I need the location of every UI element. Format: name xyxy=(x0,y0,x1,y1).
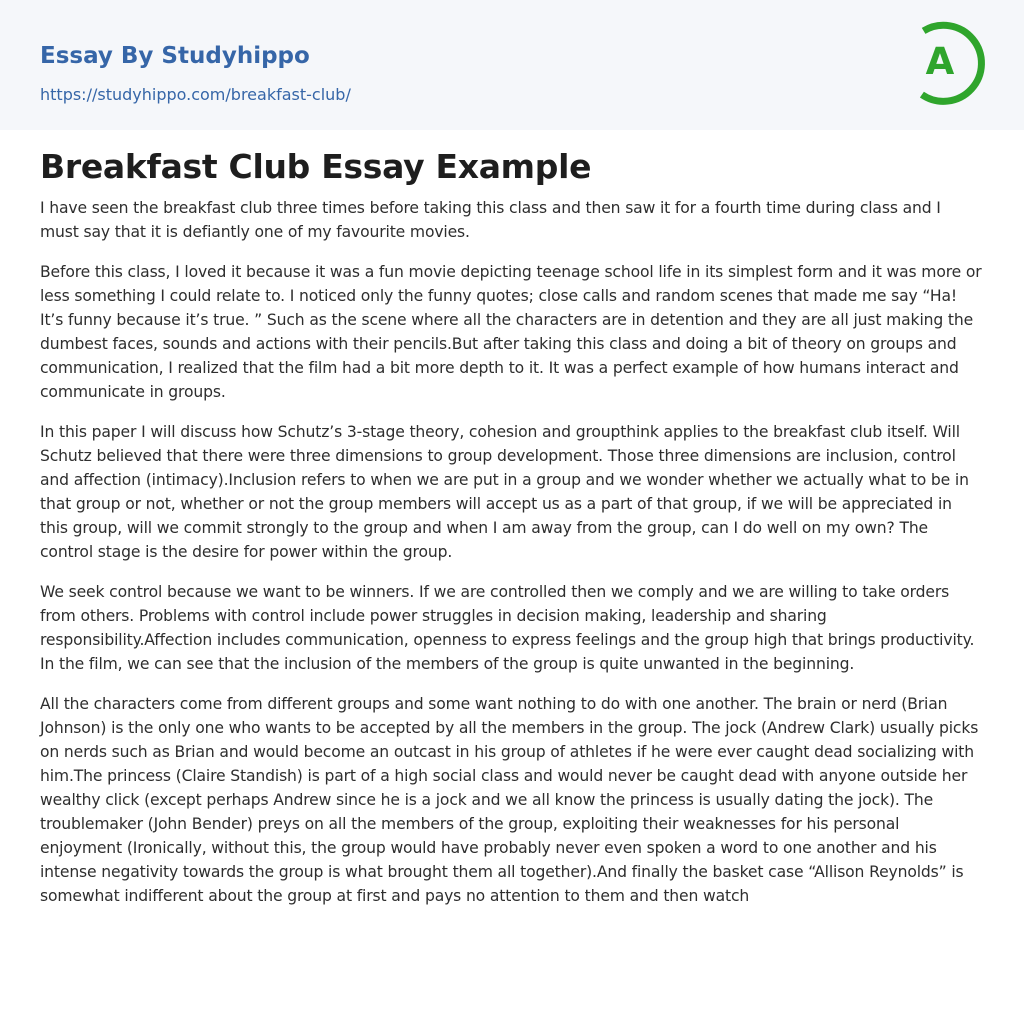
logo-letter: A xyxy=(925,40,955,83)
paragraph: I have seen the breakfast club three times before taking this class and then saw it for a fourth time during class and I must say that it is defiantly one of my favourite movies. xyxy=(40,199,941,241)
paragraph: In this paper I will discuss how Schutz’s 3-stage theory, cohesion and groupthink applies to the breakfast club itself. Will Schutz believed that there were three dimensions to group development. Those three dimensions are inclusion, control and affection (intimacy).Inclusion refers to when we are put in a group and we wonder whether we actually what to be in that group or not, whether or not the group members will accept us as a part of that group, if we will be appreciated in this group, will we commit strongly to the group and when I am away from the group, can I do well on my own? The control stage is the desire for power within the group. xyxy=(40,423,969,561)
paragraph: All the characters come from different groups and some want nothing to do with one another. The brain or nerd (Brian Johnson) is the only one who wants to be accepted by all the members in the group. The jock (Andrew Clark) usually picks on nerds such as Brian and would become an outcast in his group of athletes if he were ever caught dead socializing with him.The princess (Claire Standish) is part of a high social class and would never be caught dead with anyone outside her wealthy click (except perhaps Andrew since he is a jock and we all know the princess is usually dating the jock). The troublemaker (John Bender) preys on all the members of the group, exploiting their weaknesses for his personal enjoyment (Ironically, without this, the group would have probably never even spoken a word to one another and his intense negativity towards the group is what brought them all together).And finally the basket case “Allison Reynolds” is somewhat indifferent about the group at first and pays no attention to them and then watch xyxy=(40,695,979,905)
essay-url-link[interactable]: https://studyhippo.com/breakfast-club/ xyxy=(40,85,351,104)
site-header xyxy=(0,0,1024,130)
article xyxy=(40,144,984,924)
paragraph: We seek control because we want to be winners. If we are controlled then we comply and we are willing to take orders from others. Problems with control include power struggles in decision making, leadership and sharing responsibility.Affection includes communication, openness to express feelings and the group high that brings productivity. In the film, we can see that the inclusion of the members of the group is quite unwanted in the beginning. xyxy=(40,583,975,673)
paragraph: Before this class, I loved it because it was a fun movie depicting teenage school life in its simplest form and it was more or less something I could relate to. I noticed only the funny quotes; close calls and random scenes that made me say “Ha! It’s funny because it’s true. ” Such as the scene where all the characters are in detention and they are all just making the dumbest faces, sounds and actions with their pencils.But after taking this class and doing a bit of theory on groups and communication, I realized that the film had a bit more depth to it. It was a perfect example of how humans interact and communicate in groups. xyxy=(40,263,982,401)
page-title: Breakfast Club Essay Example xyxy=(40,147,592,186)
studyhippo-logo-icon[interactable] xyxy=(908,18,990,108)
site-title[interactable]: Essay By Studyhippo xyxy=(40,43,310,69)
